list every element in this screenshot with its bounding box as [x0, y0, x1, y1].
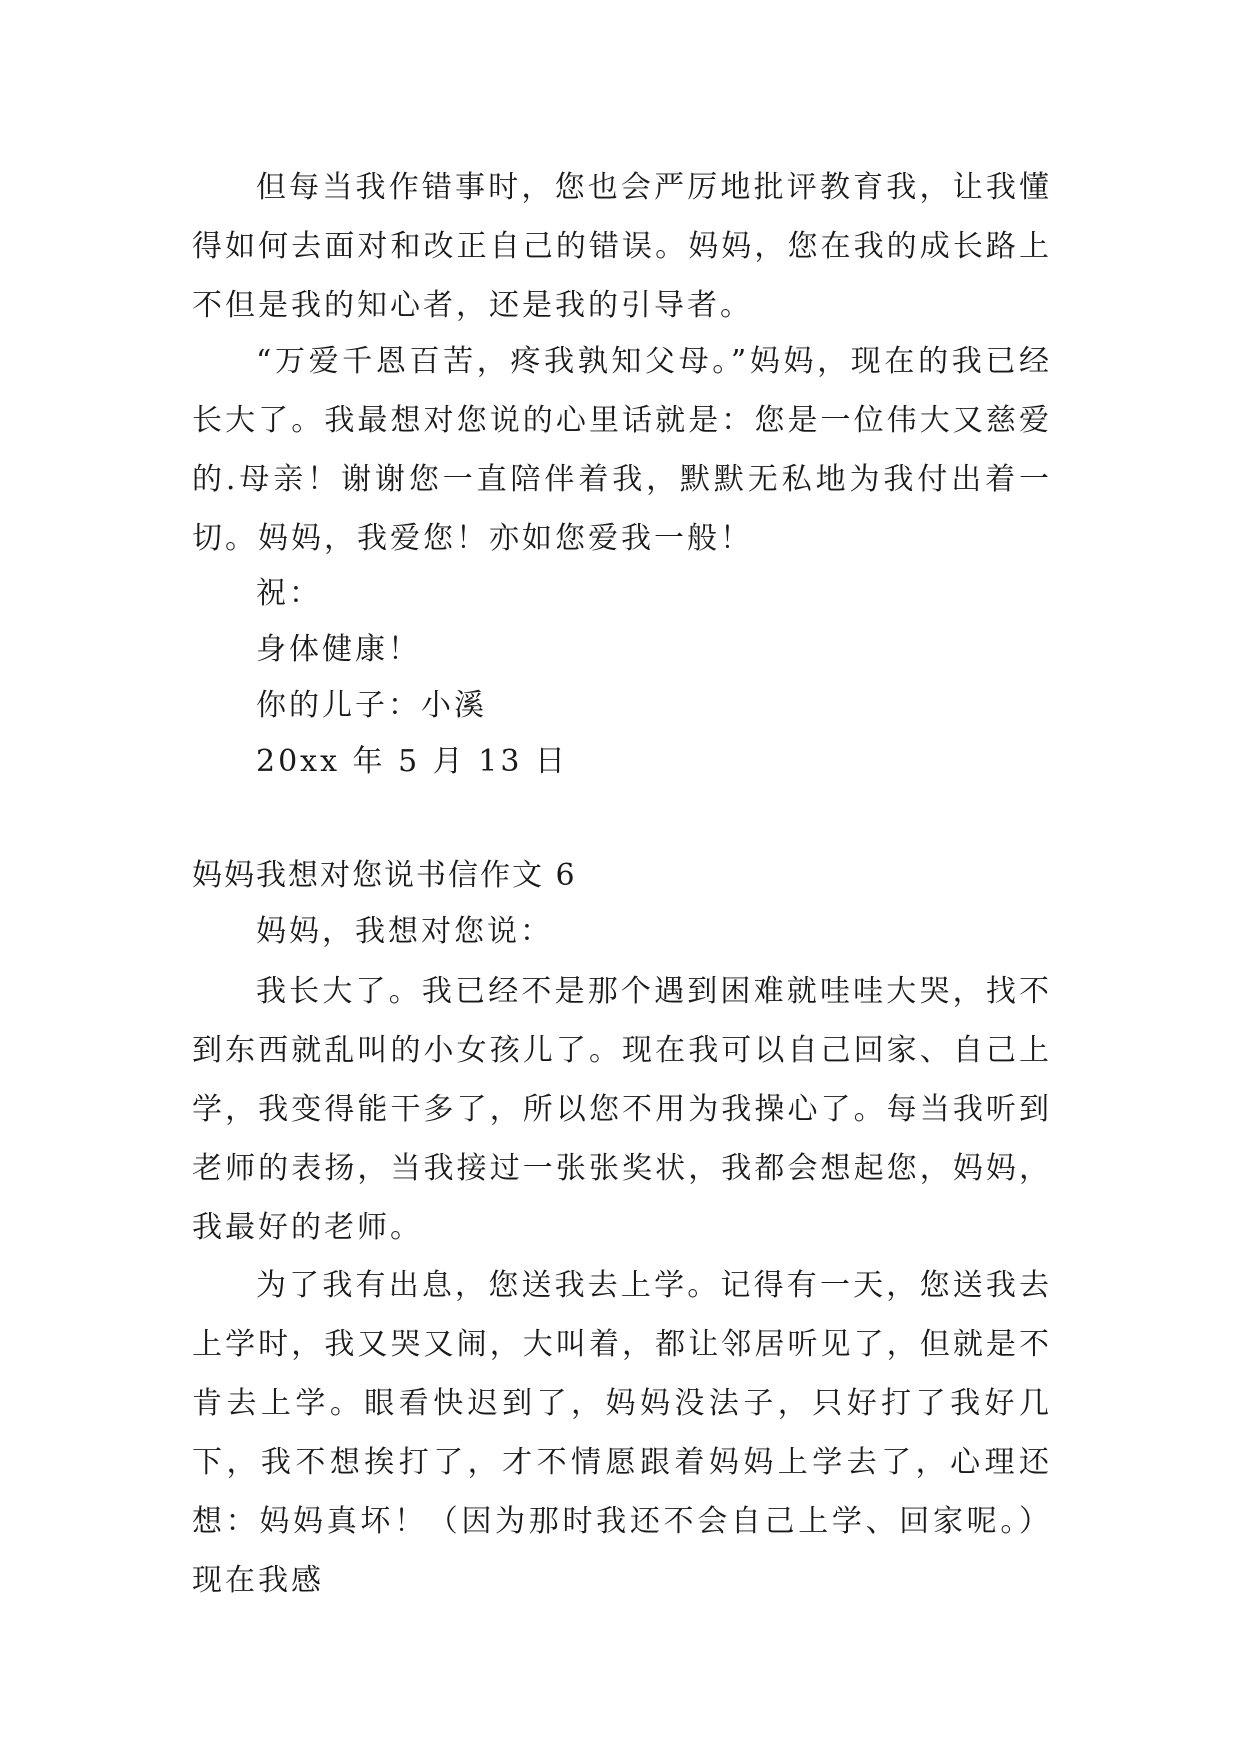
closing-wish: 身体健康！	[256, 632, 421, 667]
paragraph-1: 但每当我作错事时，您也会严厉地批评教育我，让我懂得如何去面对和改正自己的错误。妈妈，您在我的成长路上不但是我的知心者，还是我的引导者。	[192, 170, 1052, 323]
closing-salutation: 祝：	[256, 576, 322, 611]
paragraph-4: 为了我有出息，您送我去上学。记得有一天，您送我去上学时，我又哭又闹，大叫着，都让邻居听见了，但就是不肯去上学。眼看快迟到了，妈妈没法子，只好打了我好几下，我不想挨打了，才不情愿跟着妈妈上学去了，心理还想：妈妈真坏！（因为那时我还不会自己上学、回家呢。）现在我感	[192, 1268, 1052, 1598]
signature: 你的儿子：小溪	[256, 688, 487, 723]
letter-greeting: 妈妈，我想对您说：	[256, 914, 553, 949]
letter-date: 20xx 年 5 月 13 日	[256, 744, 568, 779]
section-title: 妈妈我想对您说书信作文 6	[192, 858, 577, 893]
paragraph-2: “万爱千恩百苦，疼我孰知父母。”妈妈，现在的我已经长大了。我最想对您说的心里话就是：您是一位伟大又慈爱的.母亲！谢谢您一直陪伴着我，默默无私地为我付出着一切。妈妈，我爱您！亦如您爱我一般！	[192, 344, 1052, 556]
paragraph-3: 我长大了。我已经不是那个遇到困难就哇哇大哭，找不到东西就乱叫的小女孩儿了。现在我可以自己回家、自己上学，我变得能干多了，所以您不用为我操心了。每当我听到老师的表扬，当我接过一张张奖状，我都会想起您，妈妈，我最好的老师。	[192, 974, 1052, 1245]
